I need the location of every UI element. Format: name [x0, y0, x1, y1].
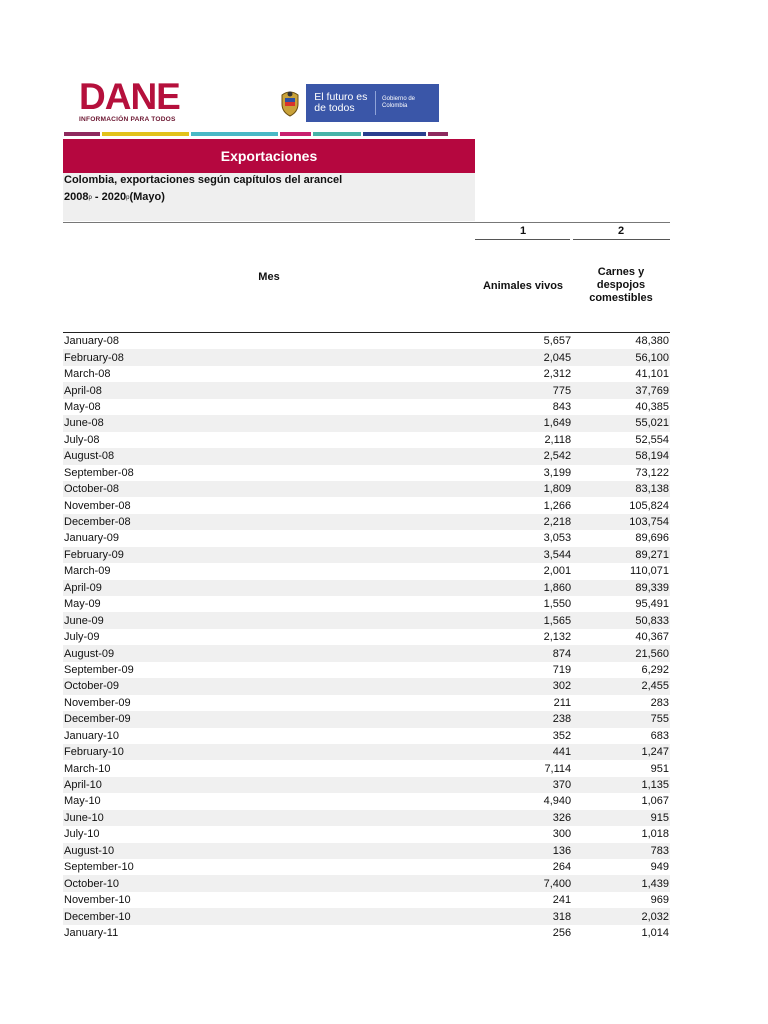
cell-carnes: 283 — [650, 696, 669, 709]
table-row — [63, 678, 670, 694]
table-row — [63, 349, 670, 365]
cell-mes: March-10 — [64, 762, 111, 775]
cell-mes: December-10 — [64, 910, 131, 923]
gov-slogan: El futuro es de todos — [314, 91, 368, 114]
cell-carnes: 2,032 — [641, 910, 669, 923]
column-number-rule-1 — [475, 239, 570, 240]
cell-mes: February-08 — [64, 351, 124, 364]
cell-mes: March-09 — [64, 565, 111, 578]
cell-carnes: 1,135 — [641, 779, 669, 792]
cell-mes: February-10 — [64, 746, 124, 759]
table-row — [63, 465, 670, 481]
cell-mes: November-10 — [64, 894, 131, 907]
cell-animales-vivos: 256 — [552, 926, 572, 939]
table-row — [63, 892, 670, 908]
column-number-2: 2 — [617, 225, 625, 237]
provisional-mark-start: p — [88, 195, 92, 201]
cell-animales-vivos: 2,001 — [543, 565, 572, 578]
provisional-mark-end: p — [126, 195, 130, 201]
cell-carnes: 949 — [650, 861, 669, 874]
cell-mes: September-10 — [64, 861, 134, 874]
table-row — [63, 448, 670, 464]
cell-carnes: 52,554 — [635, 433, 669, 446]
cell-animales-vivos: 241 — [552, 894, 572, 907]
table-row — [63, 580, 670, 596]
cell-animales-vivos: 2,045 — [543, 351, 572, 364]
gov-name: Gobierno de Colombia — [382, 96, 416, 109]
table-row — [63, 382, 670, 398]
cell-mes: January-11 — [64, 926, 119, 939]
cell-carnes: 50,833 — [635, 614, 669, 627]
cell-animales-vivos: 843 — [552, 400, 572, 413]
cell-mes: July-10 — [64, 828, 100, 841]
gobierno-logo — [274, 84, 439, 122]
cell-carnes: 110,071 — [630, 565, 669, 578]
table-row — [63, 843, 670, 859]
cell-carnes: 6,292 — [641, 663, 669, 676]
year-start: 2008 — [64, 191, 89, 203]
gov-divider — [375, 91, 376, 115]
cell-animales-vivos: 3,053 — [543, 532, 572, 545]
cell-animales-vivos: 775 — [552, 384, 572, 397]
table-row — [63, 925, 670, 941]
cell-mes: October-09 — [64, 680, 120, 693]
table-row — [63, 908, 670, 924]
page-title-banner: Exportaciones — [63, 139, 475, 173]
cell-animales-vivos: 1,860 — [543, 581, 572, 594]
table-row — [63, 612, 670, 628]
cell-carnes: 58,194 — [635, 450, 669, 463]
dane-logo-word: DANE — [79, 76, 180, 117]
cell-mes: May-10 — [64, 795, 101, 808]
cell-animales-vivos: 136 — [552, 844, 572, 857]
cell-animales-vivos: 211 — [553, 696, 572, 709]
column-header-mes: Mes — [258, 271, 280, 283]
coat-of-arms-icon — [274, 84, 306, 122]
cell-animales-vivos: 3,544 — [543, 548, 572, 561]
cell-animales-vivos: 7,114 — [544, 762, 572, 775]
table-row — [63, 432, 670, 448]
cell-carnes: 1,439 — [641, 877, 669, 890]
cell-mes: April-08 — [64, 384, 102, 397]
table-row — [63, 497, 670, 513]
cell-mes: April-10 — [64, 779, 102, 792]
table-row — [63, 514, 670, 530]
cell-carnes: 21,560 — [635, 647, 669, 660]
cell-mes: July-08 — [64, 433, 100, 446]
cell-carnes: 105,824 — [629, 499, 669, 512]
cell-mes: August-09 — [64, 647, 115, 660]
cell-carnes: 89,696 — [635, 532, 669, 545]
cell-carnes: 951 — [650, 762, 669, 775]
header-top-rule — [63, 222, 670, 223]
column-header-carnes-line2: despojos — [596, 279, 646, 291]
cell-mes: May-09 — [64, 598, 101, 611]
cell-carnes: 969 — [650, 894, 669, 907]
cell-carnes: 83,138 — [635, 483, 669, 496]
cell-mes: January-09 — [64, 532, 120, 545]
cell-animales-vivos: 2,218 — [543, 516, 572, 529]
cell-mes: July-09 — [64, 631, 100, 644]
period-month: (Mayo) — [129, 191, 165, 203]
table-row — [63, 645, 670, 661]
column-header-carnes-line3: comestibles — [589, 292, 653, 304]
column-header-carnes — [572, 266, 670, 305]
cell-mes: June-10 — [64, 811, 104, 824]
cell-carnes: 683 — [650, 729, 669, 742]
cell-mes: December-09 — [64, 713, 131, 726]
cell-carnes: 95,491 — [635, 598, 669, 611]
cell-animales-vivos: 318 — [552, 910, 572, 923]
table-row — [63, 826, 670, 842]
cell-mes: November-09 — [64, 696, 131, 709]
cell-mes: March-08 — [64, 368, 111, 381]
cell-carnes: 1,067 — [641, 795, 669, 808]
table-row — [63, 596, 670, 612]
cell-mes: October-08 — [64, 483, 120, 496]
cell-carnes: 1,018 — [641, 828, 669, 841]
cell-animales-vivos: 719 — [552, 663, 572, 676]
cell-mes: September-08 — [64, 466, 134, 479]
table-row — [63, 728, 670, 744]
cell-animales-vivos: 1,266 — [543, 499, 572, 512]
subtitle-box — [63, 173, 475, 221]
table-row — [63, 629, 670, 645]
column-header-animales-vivos: Animales vivos — [482, 280, 564, 292]
cell-animales-vivos: 264 — [552, 861, 572, 874]
year-end: 2020 — [101, 191, 127, 203]
table-row — [63, 415, 670, 431]
table-row — [63, 760, 670, 776]
cell-carnes: 48,380 — [635, 335, 669, 348]
cell-carnes: 73,122 — [635, 466, 669, 479]
cell-mes: January-08 — [64, 335, 120, 348]
cell-carnes: 40,385 — [635, 400, 669, 413]
cell-animales-vivos: 1,550 — [543, 598, 572, 611]
table-row — [63, 744, 670, 760]
cell-mes: August-10 — [64, 844, 115, 857]
cell-mes: February-09 — [64, 548, 124, 561]
cell-carnes: 1,247 — [641, 746, 669, 759]
data-table — [63, 333, 670, 941]
cell-animales-vivos: 302 — [552, 680, 572, 693]
cell-carnes: 755 — [650, 713, 669, 726]
cell-carnes: 89,339 — [635, 581, 669, 594]
dane-logo — [79, 76, 180, 126]
table-row — [63, 695, 670, 711]
cell-carnes: 37,769 — [635, 384, 669, 397]
cell-animales-vivos: 1,649 — [543, 417, 572, 430]
cell-animales-vivos: 326 — [552, 811, 572, 824]
cell-carnes: 41,101 — [635, 368, 669, 381]
table-row — [63, 859, 670, 875]
table-row — [63, 563, 670, 579]
table-row — [63, 662, 670, 678]
table-row — [63, 530, 670, 546]
cell-mes: December-08 — [64, 516, 131, 529]
cell-mes: June-09 — [64, 614, 104, 627]
cell-animales-vivos: 2,542 — [543, 450, 572, 463]
dane-logo-tagline: INFORMACIÓN PARA TODOS — [79, 116, 176, 123]
cell-mes: September-09 — [64, 663, 134, 676]
table-row — [63, 333, 670, 349]
cell-carnes: 1,014 — [641, 926, 669, 939]
cell-animales-vivos: 1,809 — [543, 483, 572, 496]
cell-animales-vivos: 7,400 — [543, 877, 572, 890]
cell-carnes: 55,021 — [635, 417, 669, 430]
table-row — [63, 793, 670, 809]
cell-animales-vivos: 2,132 — [543, 631, 572, 644]
cell-mes: June-08 — [64, 417, 104, 430]
subtitle-period — [64, 191, 165, 203]
cell-mes: August-08 — [64, 450, 115, 463]
cell-carnes: 56,100 — [635, 351, 669, 364]
cell-carnes: 2,455 — [641, 680, 669, 693]
table-row — [63, 547, 670, 563]
cell-animales-vivos: 874 — [552, 647, 572, 660]
table-row — [63, 481, 670, 497]
cell-carnes: 40,367 — [635, 631, 669, 644]
table-row — [63, 777, 670, 793]
cell-animales-vivos: 2,312 — [543, 368, 572, 381]
cell-animales-vivos: 352 — [552, 729, 572, 742]
cell-mes: January-10 — [64, 729, 120, 742]
cell-animales-vivos: 441 — [552, 746, 572, 759]
cell-animales-vivos: 2,118 — [544, 433, 572, 446]
period-dash: - — [91, 191, 102, 203]
table-row — [63, 366, 670, 382]
table-row — [63, 875, 670, 891]
cell-mes: November-08 — [64, 499, 131, 512]
cell-animales-vivos: 4,940 — [543, 795, 572, 808]
column-number-rule-2 — [573, 239, 670, 240]
column-header-carnes-line1: Carnes y — [597, 266, 645, 278]
cell-carnes: 783 — [650, 844, 669, 857]
table-row — [63, 399, 670, 415]
cell-carnes: 915 — [650, 811, 669, 824]
cell-animales-vivos: 238 — [552, 713, 572, 726]
cell-animales-vivos: 3,199 — [543, 466, 572, 479]
cell-animales-vivos: 5,657 — [543, 335, 572, 348]
cell-mes: April-09 — [64, 581, 102, 594]
cell-animales-vivos: 1,565 — [543, 614, 572, 627]
cell-animales-vivos: 300 — [552, 828, 572, 841]
cell-mes: October-10 — [64, 877, 120, 890]
subtitle-description: Colombia, exportaciones según capítulos del arancel — [64, 174, 343, 186]
column-number-1: 1 — [519, 225, 527, 237]
table-row — [63, 810, 670, 826]
cell-carnes: 89,271 — [635, 548, 669, 561]
cell-animales-vivos: 370 — [552, 779, 572, 792]
brand-color-strip — [64, 132, 450, 136]
cell-carnes: 103,754 — [629, 516, 669, 529]
table-row — [63, 711, 670, 727]
cell-mes: May-08 — [64, 400, 101, 413]
